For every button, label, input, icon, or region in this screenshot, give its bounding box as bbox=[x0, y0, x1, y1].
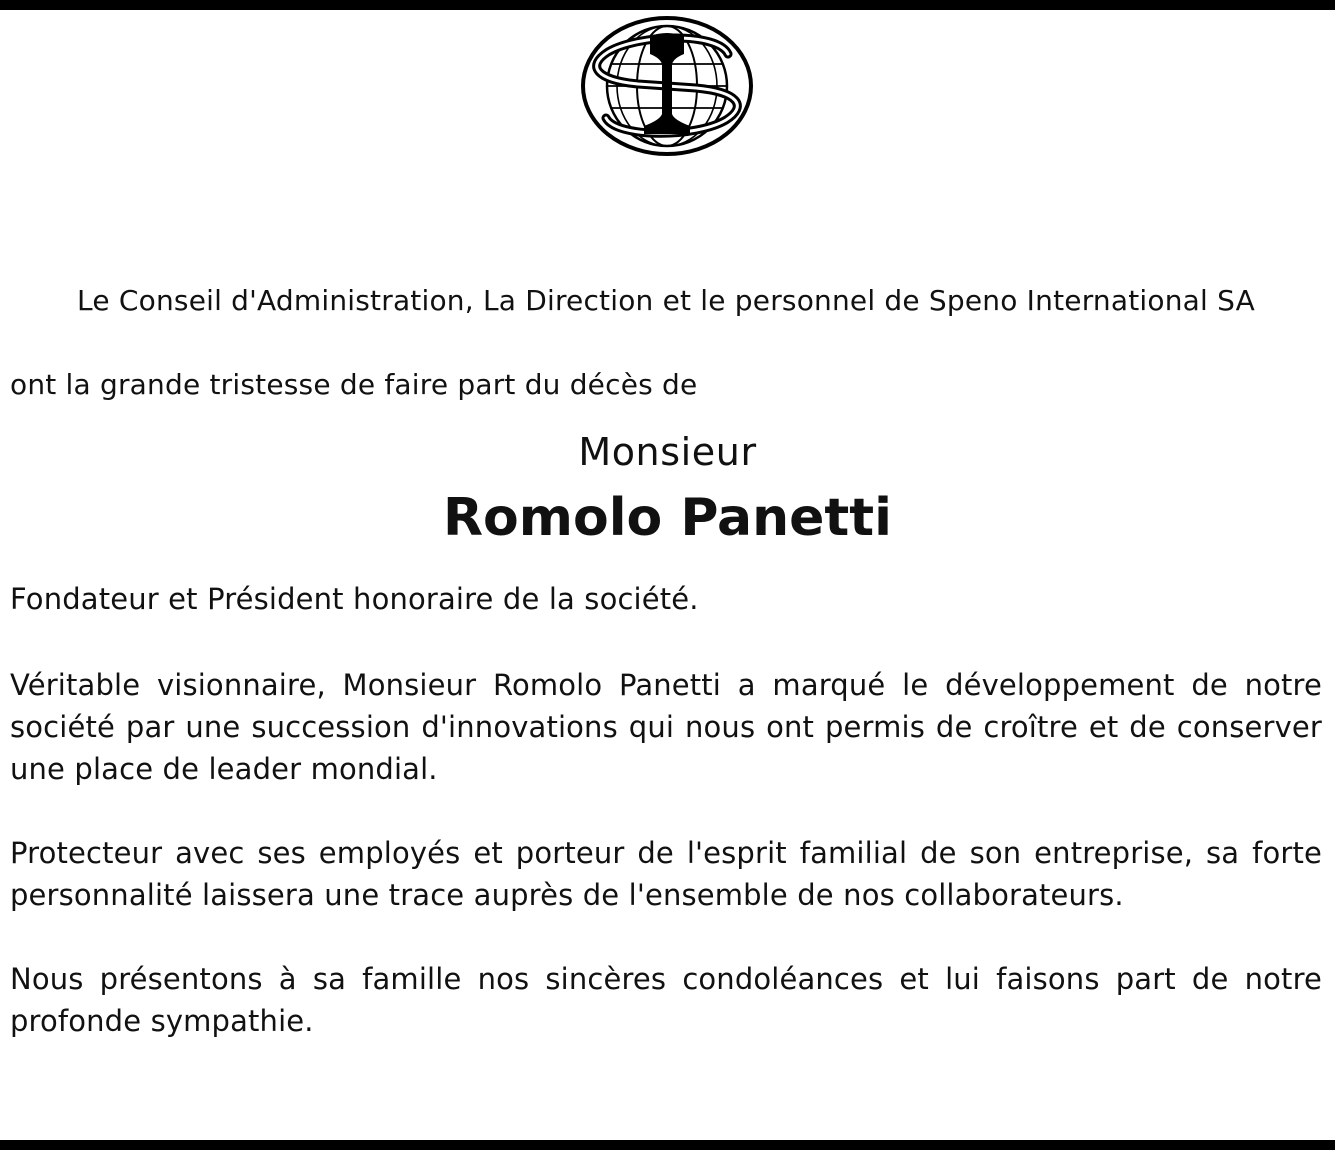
deceased-name: Romolo Panetti bbox=[443, 488, 892, 548]
notice-header: Le Conseil d'Administration, La Direction et le personnel de Speno International SA bbox=[77, 284, 1255, 317]
tribute-paragraph: Véritable visionnaire, Monsieur Romolo Panetti a marqué le développement de notre société par une succession d'innovations qui nous ont permis de croître et de conserver une place de leader mondial. bbox=[10, 668, 1322, 786]
notice-intro: ont la grande tristesse de faire part du décès de bbox=[10, 368, 698, 401]
speno-globe-rail-logo-icon bbox=[578, 14, 756, 158]
condolences-paragraph: Nous présentons à sa famille nos sincères condoléances et lui faisons part de notre profonde sympathie. bbox=[10, 962, 1322, 1038]
honorific: Monsieur bbox=[578, 430, 757, 474]
bottom-border-rule bbox=[0, 1140, 1335, 1150]
tribute-paragraph: Protecteur avec ses employés et porteur de l'esprit familial de son entreprise, sa forte personnalité laissera une trace auprès de l'ensemble de nos collaborateurs. bbox=[10, 836, 1322, 912]
deceased-role: Fondateur et Président honoraire de la société. bbox=[10, 582, 699, 616]
top-border-rule bbox=[0, 0, 1335, 10]
